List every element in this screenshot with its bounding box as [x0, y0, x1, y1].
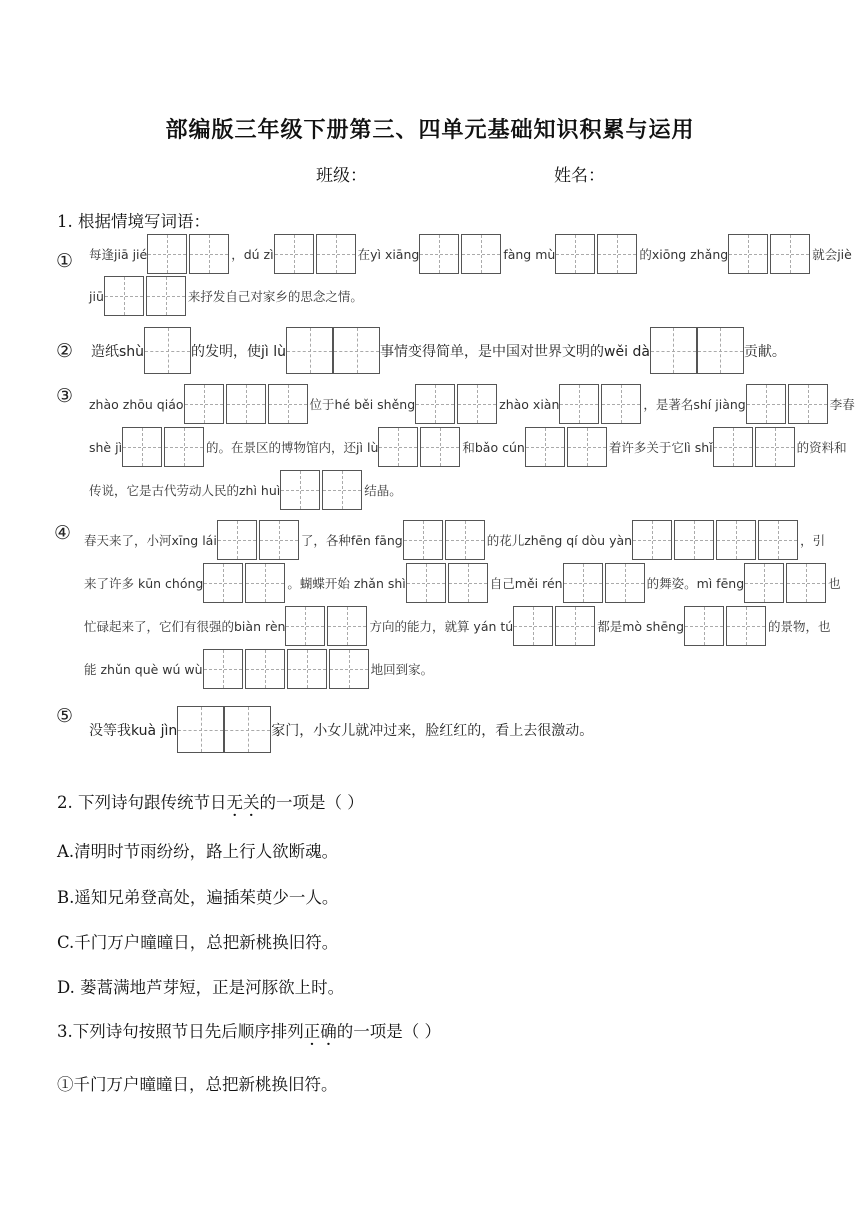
- answer-grid[interactable]: [286, 327, 380, 374]
- text: 和bǎo cún: [462, 440, 525, 455]
- answer-grid[interactable]: [285, 606, 369, 646]
- answer-grid[interactable]: [415, 384, 499, 424]
- answer-grid[interactable]: [525, 427, 609, 467]
- answer-grid[interactable]: [559, 384, 643, 424]
- text: ，dú zì: [231, 247, 274, 262]
- q1-line-2: [89, 276, 363, 316]
- text: 的。在景区的博物馆内，还jì lù: [206, 440, 379, 455]
- text: 来了许多 kūn chóng: [84, 576, 204, 591]
- text: 李春: [829, 397, 855, 412]
- stem-text: 3.下列诗句按照节日先后顺序排列: [57, 1022, 304, 1041]
- option-c: C.千门万户曈曈日，总把新桃换旧符。: [57, 933, 339, 952]
- q1-line-8: [84, 563, 841, 603]
- answer-grid[interactable]: [122, 427, 206, 467]
- text: 。蝴蝶开始 zhǎn shì: [287, 576, 406, 591]
- item-number-5: ⑤: [56, 705, 74, 727]
- question-1-heading: 1. 根据情境写词语：: [57, 212, 210, 231]
- text: 的花儿zhēng qí dòu yàn: [486, 533, 633, 548]
- text: 来抒发自己对家乡的思念之情。: [187, 289, 363, 304]
- text: ，是著名shí jiàng: [643, 397, 746, 412]
- emphasis-char: 无: [226, 793, 243, 812]
- text: 就会jiè: [812, 247, 852, 262]
- name-label: 姓名：: [554, 166, 605, 186]
- answer-grid[interactable]: [280, 470, 364, 510]
- text: 贡献。: [743, 343, 786, 360]
- text: 地回到家。: [370, 662, 434, 677]
- text: 结晶。: [364, 483, 402, 498]
- option-a: A.清明时节雨纷纷，路上行人欲断魂。: [57, 842, 339, 861]
- q1-line-3: [91, 327, 786, 374]
- answer-grid[interactable]: [144, 327, 191, 374]
- text: 的舞姿。mì fēng: [646, 576, 745, 591]
- answer-grid[interactable]: [744, 563, 828, 603]
- option-d: D. 蒌蒿满地芦芽短，正是河豚欲上时。: [57, 978, 345, 997]
- text: 春天来了，小河xīng lái: [84, 533, 217, 548]
- text: 传说，它是古代劳动人民的zhì huì: [89, 483, 281, 498]
- text: 都是mò shēng: [597, 619, 684, 634]
- text: fàng mù: [503, 246, 556, 262]
- text: 的景物，也: [768, 619, 831, 634]
- text: 事情变得简单，是中国对世界文明的wěi dà: [380, 343, 650, 360]
- q1-line-9: [84, 606, 831, 646]
- question-3-stem: [57, 1018, 441, 1042]
- answer-grid[interactable]: [184, 384, 310, 424]
- question-2-stem: [57, 789, 364, 813]
- q1-line-1: [89, 234, 852, 274]
- answer-grid[interactable]: [203, 563, 287, 603]
- answer-grid[interactable]: [684, 606, 768, 646]
- q1-line-7: [84, 520, 825, 560]
- emphasis-char: 确: [320, 1022, 337, 1041]
- answer-grid[interactable]: [513, 606, 597, 646]
- answer-grid[interactable]: [403, 520, 487, 560]
- text: 在yì xiāng: [357, 247, 420, 262]
- q1-line-10: [84, 649, 433, 689]
- answer-grid[interactable]: [203, 649, 371, 689]
- answer-grid[interactable]: [419, 234, 503, 274]
- item-number-2: ②: [56, 340, 74, 362]
- text: 没等我kuà jìn: [89, 722, 178, 739]
- stem-text: 2. 下列诗句跟传统节日: [57, 793, 227, 812]
- stem-text: 的一项是（ ）: [259, 793, 364, 812]
- text: 能 zhǔn què wú wù: [84, 662, 203, 677]
- text: 忙碌起来了，它们有很强的biàn rèn: [84, 619, 286, 634]
- q3-item-1: ①千门万户曈曈日，总把新桃换旧符。: [57, 1075, 338, 1094]
- answer-grid[interactable]: [563, 563, 647, 603]
- text: 家门，小女儿就冲过来，脸红红的，看上去很激动。: [271, 722, 594, 739]
- text: 位于hé běi shěng: [309, 397, 416, 412]
- option-b: B.遥知兄弟登高处，遍插茱萸少一人。: [57, 888, 339, 907]
- page-title: 部编版三年级下册第三、四单元基础知识积累与运用: [165, 117, 695, 143]
- answer-grid[interactable]: [713, 427, 797, 467]
- answer-grid[interactable]: [104, 276, 188, 316]
- answer-grid[interactable]: [217, 520, 301, 560]
- q1-line-6: [89, 470, 402, 510]
- emphasis-char: 关: [243, 793, 260, 812]
- text: 的发明，使jì lù: [191, 343, 287, 360]
- item-number-3: ③: [56, 385, 74, 407]
- answer-grid[interactable]: [746, 384, 830, 424]
- answer-grid[interactable]: [406, 563, 490, 603]
- item-number-1: ①: [56, 250, 74, 272]
- text: 的资料和: [796, 440, 847, 455]
- answer-grid[interactable]: [274, 234, 358, 274]
- class-label: 班级：: [316, 166, 367, 186]
- stem-text: 的一项是（ ）: [336, 1022, 441, 1041]
- q1-line-5: [89, 427, 847, 467]
- item-number-4: ④: [54, 522, 72, 544]
- q1-line-11: [89, 706, 593, 753]
- text: 方向的能力，就算 yán tú: [369, 619, 514, 634]
- text: zhào xiàn: [499, 396, 560, 412]
- text: jiū: [89, 288, 104, 304]
- emphasis-char: 正: [303, 1022, 321, 1041]
- answer-grid[interactable]: [728, 234, 812, 274]
- text: 着许多关于它lì shǐ: [608, 440, 713, 455]
- answer-grid[interactable]: [650, 327, 744, 374]
- text: zhào zhōu qiáo: [89, 396, 184, 412]
- answer-grid[interactable]: [632, 520, 800, 560]
- text: 也: [828, 576, 841, 591]
- answer-grid[interactable]: [555, 234, 639, 274]
- text: 造纸shù: [91, 343, 145, 360]
- q1-line-4: [89, 384, 855, 424]
- text: 每逢jiā jié: [89, 247, 148, 262]
- answer-grid[interactable]: [177, 706, 271, 753]
- answer-grid[interactable]: [147, 234, 231, 274]
- answer-grid[interactable]: [378, 427, 462, 467]
- text: 的xiōng zhǎng: [639, 247, 729, 262]
- text: 了，各种fēn fāng: [300, 533, 403, 548]
- text: 自己měi rén: [489, 576, 563, 591]
- text: shè jì: [89, 439, 123, 455]
- text: ，引: [800, 533, 826, 548]
